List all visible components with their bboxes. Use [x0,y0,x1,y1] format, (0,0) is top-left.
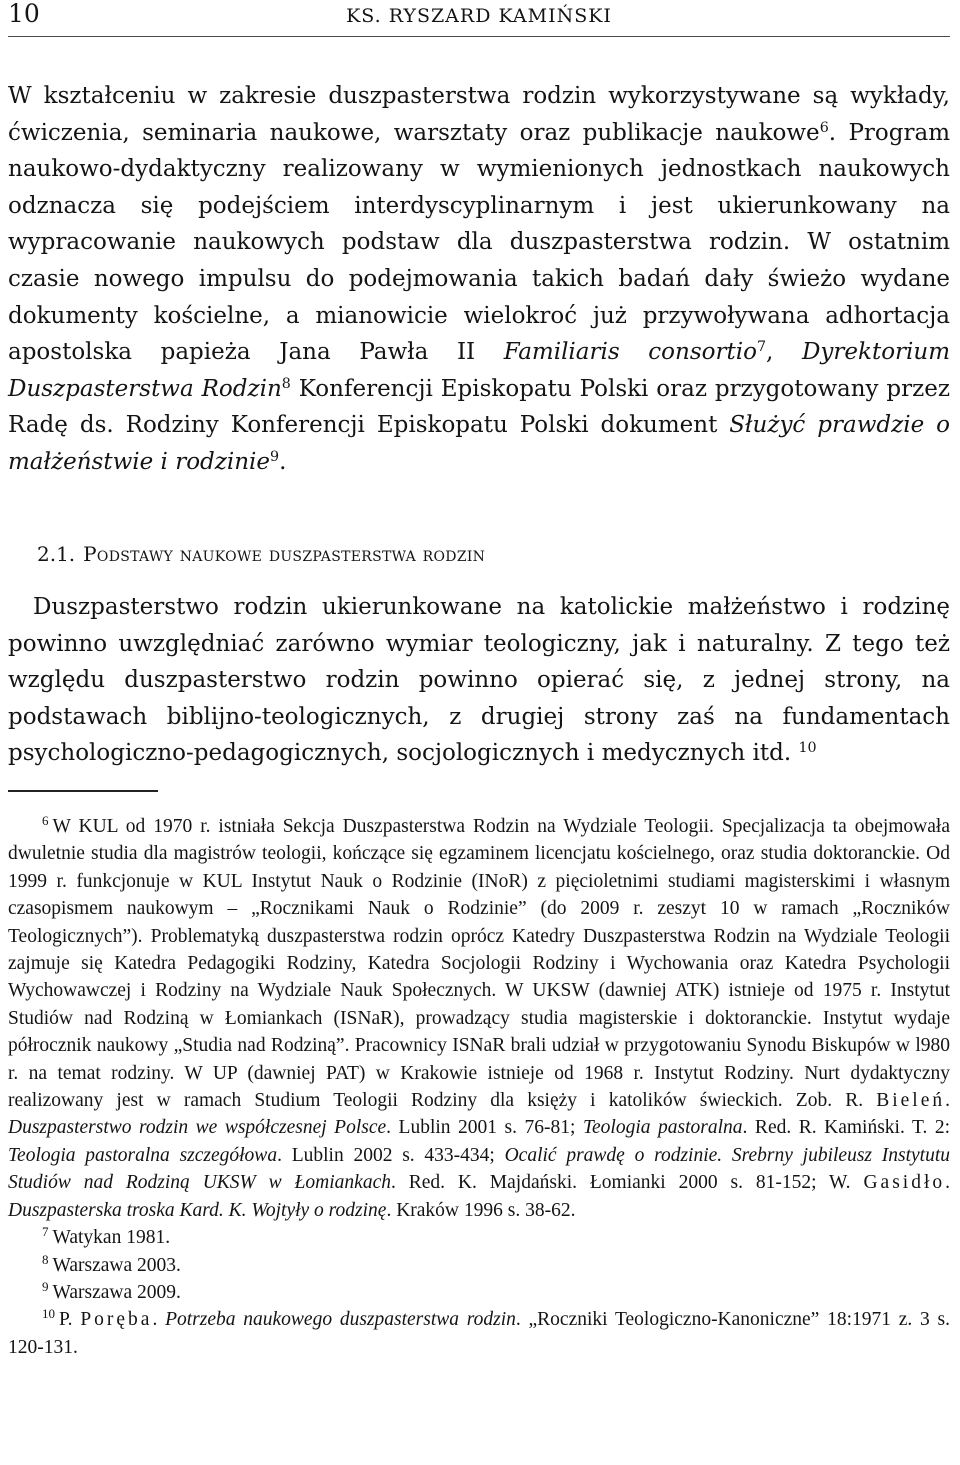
footnote-ref-6[interactable]: 6 [819,119,829,136]
footnote-number: 6 [42,813,49,828]
section-heading [37,539,485,569]
footnote-text: Watykan 1981. [52,1227,171,1249]
footnote-ref-10[interactable]: 10 [798,740,817,757]
footnote-6: $^6$ W KUL od 1970 r. istniała Sekcja Duszpasterstwa Rodzin na Wydziale Teologii. Specjalizacja ta obejmowała dwuletnie studia dla magistrów teologii, kończące się egzaminem licencjatu kościelnego, oraz studia doktoranckie. Od 1999 r. funkcjonuje w KUL Instytut Nauk o Rodzinie (INoR) z pięcioletnimi studiami magisterskimi i własnym czasopismem naukowym – „Rocznikami Nauk o Rodzinie” (do 2009 r. zeszyt 10 w ramach „Roczników Teologicznych”). Problematyką duszpasterstwa rodzin oprócz Katedry Duszpasterstwa Rodzin na Wydziale Teologii zajmuje się Katedra Pedagogiki Rodziny, Katedra Socjologii Rodziny i Wychowania oraz Katedra Psychologii Wychowawczej i Rodziny na Wydziale Nauk Społecznych. W UKSW (dawniej ATK) istnieje od 1975 r. Instytut Studiów nad Rodziną w Łomiankach (ISNaR), prowadzący studia magisterskie i doktoranckie. Instytut wydaje półrocznik naukowy „Studia nad Rodziną”. Pracownicy ISNaR brali udział w przygotowaniu Synodu Biskupów w l980 r. na temat rodziny. W UP (dawniej PAT) w Krakowie istnieje od 1968 r. Instytut Rodziny. Nurt dydaktyczny realizowany jest w ramach Studium Teologii Rodziny dla księży i katolików świeckich. Zob. R. Bieleń. Duszpasterstwo rodzin we współczesnej Polsce. Lublin 2001 s. 76-81; Teologia pastoralna. Red. R. Kamiński. T. 2: Teologia pastoralna szczegółowa. Lublin 2002 s. 433-434; Ocalić prawdę o rodzinie. Srebrny jubileusz Instytutu Studiów nad Rodziną UKSW w Łomiankach. Red. K. Majdański. Łomianki 2000 s. 81-152; W. Gasidło. Duszpasterska troska Kard. K. Wojtyły o rodzinę. Kraków 1996 s. 38-62. [8,813,951,1221]
document-title: Familiaris consortio [503,339,757,366]
paragraph-text: Duszpasterstwo rodzin ukierunkowane na katolickie małżeństwo i rodzinę powinno uwzględniać zarówno wymiar teologiczny, jak i naturalny. Z tego też względu duszpasterstwo rodzin powinno opierać się, z jednej strony, na podstawach biblijno-teologicznych, z drugiej strony zaś na fundamentach psychologiczno-pedagogicznych, socjologicznych i medycznych itd. [8,594,950,767]
footnote-10: $^{10}$ P. Poręba. Potrzeba naukowego duszpasterstwa rodzin. „Roczniki Teologiczno-Kanoniczne” 18:1971 z. 3 s. 120-131. [8,1306,950,1358]
footnotes [8,813,950,1361]
footnote-text: . Kraków 1996 s. 38-62. [386,1199,576,1221]
footnote-ref-9[interactable]: 9 [270,449,280,466]
footnote-ref-8[interactable]: 8 [281,375,291,392]
document-title: Dyrektorium Duszpasterstwa Rodzin [8,339,951,402]
footnote-text: Warszawa 2003. [52,1254,181,1276]
footnote-number: 8 [42,1251,49,1267]
footnote-8 [8,1252,950,1279]
footnote-number: 7 [42,1224,49,1240]
author-name: Poręba [80,1309,153,1331]
section-number: 2.1. [37,542,76,566]
author-name: Gasidło [863,1172,946,1194]
paragraph-text: . [279,448,287,475]
footnote-separator [8,790,158,792]
footnote-text: P. [59,1309,81,1331]
author-name: Bieleń [876,1090,946,1112]
footnote-ref-7[interactable]: 7 [756,339,767,356]
footnote-text: . „Roczniki Teologiczno-Kanoniczne” 18:1971 z. 3 s. 120-131. [8,1309,950,1358]
paragraph-text: Konferencji Episkopatu Polski oraz przygotowany przez Radę ds. Rodziny Konferencji Episkopatu Polski dokument [8,375,950,439]
section-title: Podstawy naukowe duszpasterstwa rodzin [83,542,486,566]
footnote-text: W KUL od 1970 r. istniała Sekcja Duszpasterstwa Rodzin na Wydziale Teologii. Specjalizacja ta obejmowała dwuletnie studia dla magistrów teologii, kończące się egzaminem licencjatu kościelnego, oraz studia doktoranckie. Od 1999 r. funkcjonuje w KUL Instytut Nauk o Rodzinie (INoR) z pięcioletnimi studiami magisterskimi i własnym czasopismem naukowym – „Rocznikami Nauk o Rodzinie” (do 2009 r. zeszyt 10 w ramach „Roczników Teologicznych”). Problematyką duszpasterstwa rodzin oprócz Katedry Duszpasterstwa Rodzin na Wydziale Teologii zajmuje się Katedra Pedagogiki Rodziny, Katedra Socjologii Rodziny i Wychowania oraz Katedra Psychologii Wychowawczej i Rodziny na Wydziale Nauk Społecznych. W UKSW (dawniej ATK) istnieje od 1975 r. Instytut Studiów nad Rodziną w Łomiankach (ISNaR), prowadzący studia magisterskie i doktoranckie. Instytut wydaje półrocznik naukowy „Studia nad Rodziną”. Pracownicy ISNaR brali udział w przygotowaniu Synodu Biskupów w l980 r. na temat rodziny. W UP (dawniej PAT) w Krakowie istnieje od 1968 r. Instytut Rodziny. Nurt dydaktyczny realizowany jest w ramach Studium Teologii Rodziny dla księży i katolików świeckich. Zob. R. [8,816,950,1112]
body-paragraph-1 [8,78,950,481]
header-rule [8,36,950,37]
work-title: Duszpasterstwo rodzin we współczesnej Polsce [8,1117,387,1139]
page-header [8,0,950,38]
work-title: Duszpasterska troska Kard. K. Wojtyły o rodzinę [8,1199,387,1221]
footnote-number: 9 [42,1278,49,1294]
footnote-text: . Lublin 2002 s. 433-434; [277,1144,505,1166]
footnote-text: . Red. K. Majdański. Łomianki 2000 s. 81-152; W. [390,1172,864,1194]
paragraph-text: , [766,339,802,366]
footnote-7 [8,1224,950,1251]
footnote-text: . Lublin 2001 s. 76-81; [386,1117,583,1139]
footnote-number: 10 [42,1306,55,1322]
paragraph-text: W kształceniu w zakresie duszpasterstwa rodzin wykorzystywane są wykłady, ćwiczenia, seminaria naukowe, warsztaty oraz publikacje naukowe [8,83,950,146]
paragraph-text: . Program naukowo-dydaktyczny realizowany w wymienionych jednostkach naukowych odznacza się podejściem interdyscyplinarnym i jest ukierunkowany na wypracowanie naukowych podstaw dla duszpasterstwa rodzin. W ostatnim czasie nowego impulsu do podejmowania takich badań dały świeżo wydane dokumenty kościelne, a mianowicie wielokroć już przywoływana adhortacja apostolska papieża Jana Pawła II [8,119,951,366]
work-title: Teologia pastoralna szczegółowa [8,1144,278,1166]
work-title: Teologia pastoralna [582,1117,743,1139]
footnote-text: . Red. R. Kamiński. T. 2: [742,1117,951,1139]
footnote-9 [8,1279,950,1306]
document-title: Służyć prawdzie o małżeństwie i rodzinie [8,412,950,475]
work-title: Potrzeba naukowego duszpasterstwa rodzin [165,1309,516,1331]
body-paragraph-2 [8,589,950,772]
running-head: KS. RYSZARD KAMIŃSKI [346,5,612,27]
work-title: Ocalić prawdę o rodzinie. Srebrny jubileusz Instytutu Studiów nad Rodziną UKSW w Łomiankach [8,1144,951,1194]
page-number: 10 [8,0,40,28]
footnote-text: Warszawa 2009. [52,1281,181,1303]
